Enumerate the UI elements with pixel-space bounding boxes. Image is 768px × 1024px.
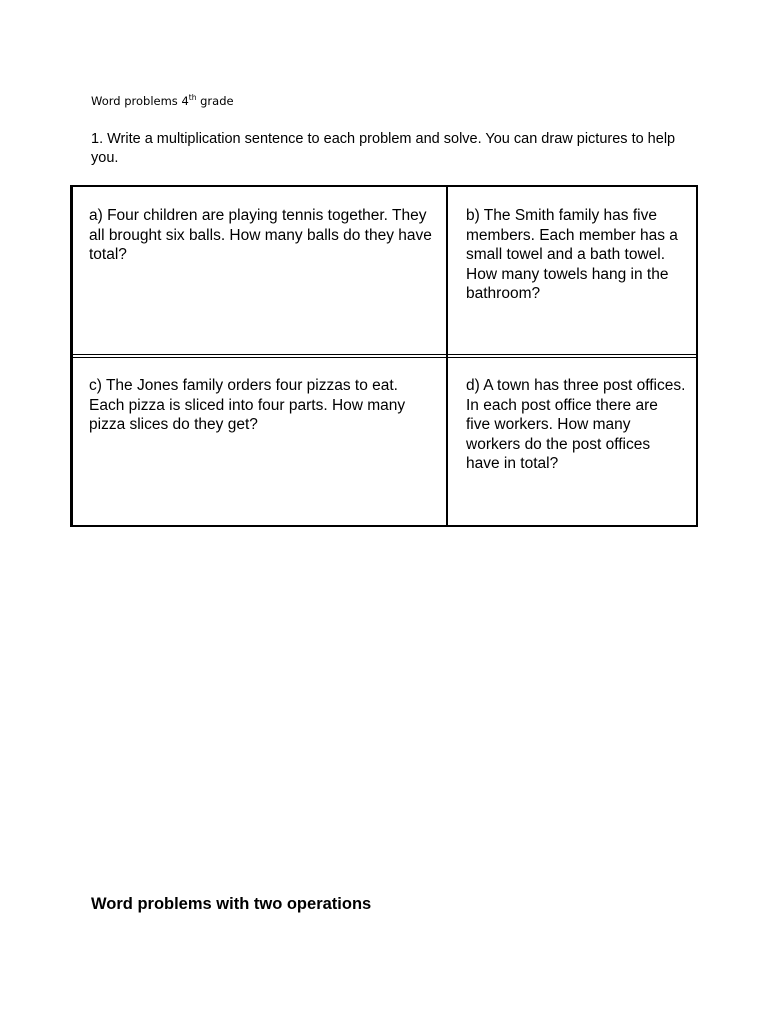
table-left-double-line	[72, 187, 73, 525]
problem-d: d) A town has three post offices. In each post office there are five workers. How many workers do the post offices have in total?	[466, 377, 686, 472]
title-suffix: grade	[196, 94, 234, 108]
problem-a: a) Four children are playing tennis together. They all brought six balls. How many balls do they have total?	[89, 207, 432, 263]
title-superscript: th	[188, 93, 197, 102]
problem-table	[70, 185, 698, 527]
problem-b: b) The Smith family has five members. Each member has a small towel and a bath towel. How many towels hang in the bathroom?	[466, 207, 678, 302]
table-row-divider-bottom	[70, 357, 698, 358]
title-prefix: Word problems 4	[91, 94, 189, 108]
problem-c: c) The Jones family orders four pizzas to eat. Each pizza is sliced into four parts. How many pizza slices do they get?	[89, 377, 406, 433]
table-column-divider	[446, 185, 448, 527]
table-row-divider-top	[70, 354, 698, 355]
instruction-text: 1. Write a multiplication sentence to each problem and solve. You can draw pictures to help you.	[91, 131, 676, 166]
section-heading: Word problems with two operations	[91, 895, 372, 913]
document-title	[91, 93, 234, 109]
